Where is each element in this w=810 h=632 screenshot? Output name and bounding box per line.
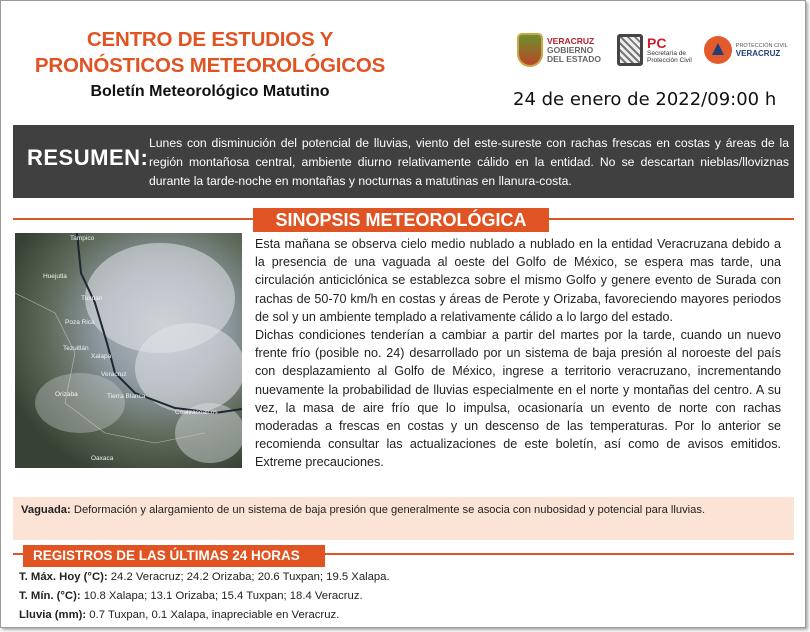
synopsis-text [255,235,781,472]
summary-text: Lunes con disminución del potencial de lluvias, viento del este-sureste con rachas frescas en costas y áreas de la región montañosa central, ambiente diurno relativamente cálido en la entidad. No se descartan nieblas/lloviznas durante la tarde-noche en montañas y nocturnas a matutinas en llanura-costa. [149,136,789,188]
center-title [15,27,405,79]
sat-label: Poza Rica [65,319,95,326]
record-value: 10.8 Xalapa; 13.1 Orizaba; 15.4 Tuxpan; 18.4 Veracruz. [80,590,363,602]
sat-label: Orizaba [55,391,78,398]
vaguada-term: Vaguada: [21,504,71,516]
civil-protection-emblem-icon [704,36,732,64]
sat-label: Huejutla [43,273,67,280]
record-label: T. Máx. Hoy (°C): [19,571,108,583]
pcv-logo-line2: VERACRUZ [735,49,781,58]
logo-strip [517,27,788,73]
summary-box [13,125,794,198]
sat-label: Xalapa [91,353,112,360]
coastline-overlay [15,233,242,468]
bulletin-subtitle: Boletín Meteorológico Matutino [90,83,330,100]
record-value: 24.2 Veracruz; 24.2 Orizaba; 20.6 Tuxpan; 19.5 Xalapa. [107,571,390,583]
sat-label: Oaxaca [91,455,114,462]
veracruz-shield-icon [517,33,543,67]
pcv-logo-text [736,43,788,57]
vaguada-definition-box [13,497,794,540]
pcv-logo-line1: PROTECCIÓN CIVIL [735,43,788,49]
record-rain [19,609,339,621]
satellite-image [15,233,242,468]
sat-label: Tierra Blanca [107,393,146,400]
sat-label: Tuxpan [81,295,103,302]
synopsis-paragraph-2: Dichas condiciones tenderían a cambiar a partir del martes por la tarde, cuando un nuevo frente frío (posible no. 24) desarrollado por un sistema de baja presión al noroeste del país con desplazamiento al Golfo de México, ingrese a territorio veracruzano, incrementando nuevamente la probabilidad de lluvias especialmente en el norte y montañas del centro. A su vez, la masa de aire frío que lo impulsa, ocasionaría un evento de norte con rachas moderadas a frescas en costas y un descenso de las temperaturas. Por lo anterior se recomienda consultar las actualizaciones de este boletín, así como de avisos emitidos. Extreme precauciones. [255,328,781,470]
record-label: T. Mín. (°C): [19,590,81,602]
records-title: REGISTROS DE LAS ÚLTIMAS 24 HORAS [23,545,325,567]
pc-logo-line1: Secretaría de [647,49,687,57]
record-value: 0.7 Tuxpan, 0.1 Xalapa, inapreciable en Veracruz. [86,609,340,621]
pc-logo-text [647,36,692,65]
veracruz-logo-line2: GOBIERNO [547,44,594,55]
title-line-2: PRONÓSTICOS METEOROLÓGICOS [34,54,386,77]
veracruz-logo-line1: VERACRUZ [547,35,595,46]
pc-shield-icon [617,34,643,66]
veracruz-logo-text [547,37,601,64]
synopsis-title: SINOPSIS METEOROLÓGICA [253,208,549,232]
pc-logo-line2: Protección Civil [647,57,692,64]
vaguada-definition: Deformación y alargamiento de un sistema de baja presión que generalmente se asocia con nubosidad y potencial para lluvias. [70,504,706,516]
synopsis-paragraph-1: Esta mañana se observa cielo medio nublado a nublado en la entidad Veracruzana debido a la presencia de una vaguada al oeste del Golfo de México, se espera mas tarde, una circulación anticiclónica se establezca sobre el mismo Golfo y genere evento de Surada con rachas de 50-70 km/h en costas y áreas de Perote y Orizaba, favoreciendo mayores periodos de sol y un ambiente templado a relativamente cálido a lo largo del estado. [255,237,781,324]
record-label: Lluvia (mm): [19,609,87,621]
bulletin-date: 24 de enero de 2022/09:00 h [513,89,777,110]
sat-label: Tampico [70,235,95,242]
pc-logo-main: PC [647,34,667,51]
record-max-temp [19,571,390,583]
title-line-1: CENTRO DE ESTUDIOS Y [86,28,334,51]
summary-label: RESUMEN: [27,145,149,170]
record-min-temp [19,590,363,602]
veracruz-logo-line3: DEL ESTADO [547,53,601,64]
sat-label: Coatzacoalcos [175,409,218,416]
sat-label: Tezuitlán [63,345,89,352]
sat-label: Veracruz [101,371,127,378]
